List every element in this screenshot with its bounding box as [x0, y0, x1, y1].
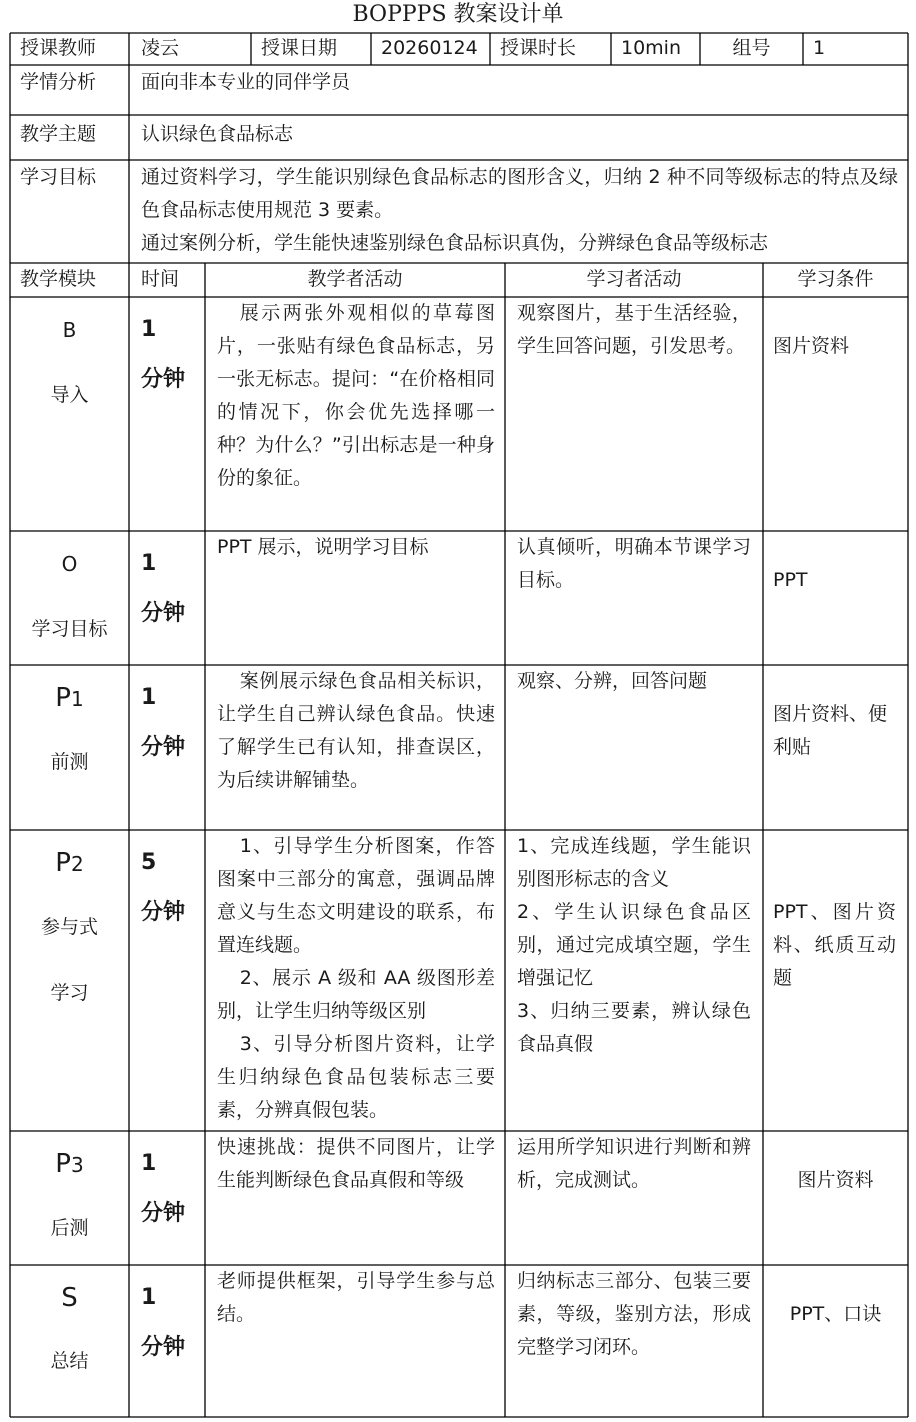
module-p1-time [129, 665, 205, 830]
module-code: P [55, 848, 71, 878]
module-o-cell [10, 531, 129, 665]
teacher-step: 2、展示 A 级和 AA 级图形差别，让学生归纳等级区别 [217, 967, 495, 1022]
module-code: O [61, 552, 78, 576]
time-unit: 分钟 [141, 900, 186, 925]
module-s-time [129, 1265, 205, 1417]
module-code: B [62, 318, 77, 342]
module-code-sub: 2 [70, 852, 84, 876]
time-number: 1 [141, 1151, 157, 1176]
date-value: 20260124 [381, 37, 478, 59]
module-name: 学习目标 [31, 618, 108, 640]
time-unit: 分钟 [141, 367, 186, 392]
module-code-wrap [10, 844, 129, 883]
time-unit: 分钟 [141, 1201, 186, 1226]
module-s-conditions: PPT、口诀 [789, 1303, 882, 1325]
module-o-learner-activity: 认真倾听，明确本节课学习目标。 [517, 536, 751, 591]
module-code: P [55, 1149, 71, 1179]
module-name: 后测 [50, 1217, 89, 1239]
module-b-time [129, 297, 205, 531]
module-code-wrap [10, 1145, 129, 1184]
learner-step: 1、完成连线题，学生能识别图形标志的含义 [517, 835, 751, 890]
time-unit: 分钟 [141, 735, 186, 760]
module-p2-conditions: PPT、图片资料、纸质互动题 [773, 901, 896, 989]
module-name: 前测 [50, 751, 89, 773]
module-name: 总结 [50, 1350, 89, 1372]
module-b-teacher-activity: 展示两张外观相似的草莓图片，一张贴有绿色食品标志，另一张无标志。提问：“在价格相同的情况下，你会优先选择哪一种？为什么？”引出标志是一种身份的象征。 [217, 302, 495, 489]
header-module: 教学模块 [20, 268, 97, 290]
header-learner-activity: 学习者活动 [586, 268, 682, 290]
time-number: 1 [141, 685, 157, 710]
document-title: BOPPPS 教案设计单 [352, 2, 564, 27]
time-number: 5 [141, 850, 157, 875]
module-name: 导入 [50, 384, 89, 406]
module-p3-conditions: 图片资料 [797, 1169, 874, 1191]
module-o-conditions: PPT [773, 569, 808, 591]
module-p3-time [129, 1131, 205, 1265]
learner-step: 2、学生认识绿色食品区别，通过完成填空题，学生增强记忆 [517, 901, 751, 989]
time-unit: 分钟 [141, 1335, 186, 1360]
teacher-value: 凌云 [141, 37, 180, 59]
learner-step: 3、归纳三要素，辨认绿色食品真假 [517, 1000, 751, 1055]
module-b-conditions: 图片资料 [773, 335, 850, 357]
objectives-label: 学习目标 [20, 166, 97, 188]
analysis-label: 学情分析 [20, 71, 97, 93]
module-p2-time [129, 830, 205, 1131]
time-number: 1 [141, 317, 157, 342]
module-o-time [129, 531, 205, 665]
teacher-step: 3、引导分析图片资料，让学生归纳绿色食品包装标志三要素，分辨真假包装。 [217, 1033, 495, 1121]
duration-value: 10min [621, 37, 682, 59]
time-number: 1 [141, 551, 157, 576]
module-p2-learner-activity [505, 830, 763, 1131]
module-p2-teacher-activity [205, 830, 505, 1131]
teacher-label: 授课教师 [20, 37, 97, 59]
module-name-line2: 学习 [50, 982, 89, 1004]
date-label: 授课日期 [261, 37, 338, 59]
topic-value: 认识绿色食品标志 [141, 123, 294, 145]
module-p2-cell [10, 830, 129, 1131]
module-p1-learner-activity: 观察、分辨，回答问题 [517, 670, 708, 692]
module-b-cell [10, 297, 129, 531]
teacher-step: 1、引导学生分析图案，作答图案中三部分的寓意，强调品牌意义与生态文明建设的联系，布置连线题。 [217, 835, 495, 956]
analysis-value: 面向非本专业的同伴学员 [141, 71, 351, 93]
module-s-teacher-activity: 老师提供框架，引导学生参与总结。 [217, 1270, 495, 1325]
group-value: 1 [813, 37, 826, 59]
time-number: 1 [141, 1285, 157, 1310]
module-s-learner-activity: 归纳标志三部分、包装三要素，等级，鉴别方法，形成完整学习闭环。 [517, 1270, 751, 1358]
topic-label: 教学主题 [20, 123, 97, 145]
time-unit: 分钟 [141, 601, 186, 626]
duration-label: 授课时长 [500, 37, 577, 59]
module-p3-learner-activity: 运用所学知识进行判断和辨析，完成测试。 [517, 1136, 751, 1191]
group-label: 组号 [732, 37, 771, 59]
module-code: S [61, 1283, 78, 1313]
module-p1-teacher-activity: 案例展示绿色食品相关标识，让学生自己辨认绿色食品。快速了解学生已有认知，排查误区，为后续讲解铺垫。 [217, 670, 495, 791]
module-code-sub: 1 [70, 687, 84, 711]
module-code-sub: 3 [70, 1153, 84, 1177]
module-s-cell [10, 1265, 129, 1417]
module-p3-cell [10, 1131, 129, 1265]
module-o-teacher-activity: PPT 展示，说明学习目标 [217, 536, 429, 558]
module-p1-conditions: 图片资料、便利贴 [773, 703, 888, 758]
module-p1-cell [10, 665, 129, 830]
header-time: 时间 [141, 268, 180, 290]
objectives-list [129, 160, 908, 263]
header-conditions: 学习条件 [797, 268, 874, 290]
module-p3-teacher-activity: 快速挑战：提供不同图片，让学生能判断绿色食品真假和等级 [217, 1136, 495, 1191]
objective-item: 通过资料学习，学生能识别绿色食品标志的图形含义，归纳 2 种不同等级标志的特点及绿色食品标志使用规范 3 要素。 [141, 166, 898, 221]
module-code: P [55, 683, 71, 713]
module-b-learner-activity: 观察图片，基于生活经验，学生回答问题，引发思考。 [517, 302, 751, 357]
header-teacher-activity: 教学者活动 [307, 268, 403, 290]
objective-item: 通过案例分析，学生能快速鉴别绿色食品标识真伪，分辨绿色食品等级标志 [141, 232, 769, 254]
module-code-wrap [10, 679, 129, 718]
module-name: 参与式 [40, 916, 98, 938]
